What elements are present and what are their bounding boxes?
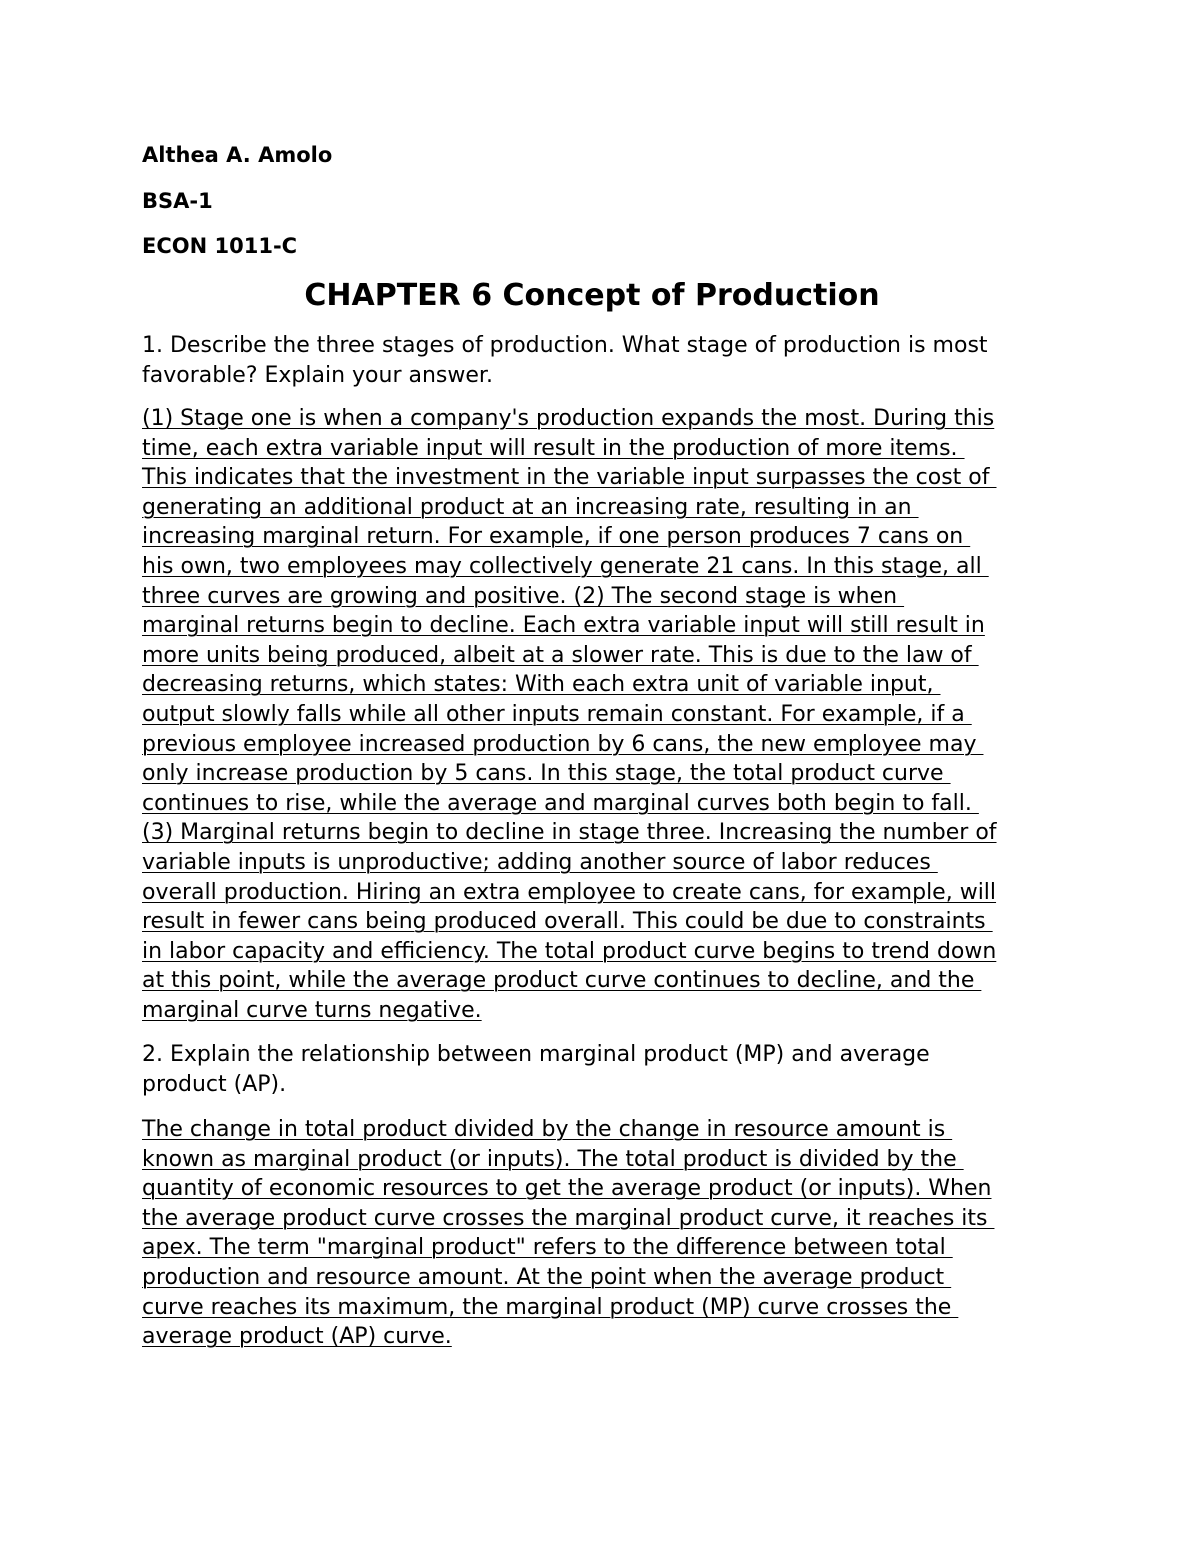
answer-1-line: overall production. Hiring an extra employee to create cans, for example, will — [142, 879, 997, 905]
question-1-line: favorable? Explain your answer. — [142, 362, 493, 388]
student-name: Althea A. Amolo — [142, 143, 333, 167]
question-2 — [142, 1040, 930, 1099]
answer-1-line: result in fewer cans being produced overall. This could be due to constraints — [142, 909, 993, 935]
answer-1-line: marginal returns begin to decline. Each extra variable input will still result in — [142, 613, 985, 639]
answer-1-line: at this point, while the average product curve continues to decline, and the — [142, 968, 982, 994]
answer-1-line: increasing marginal return. For example, if one person produces 7 cans on — [142, 524, 971, 550]
answer-1-line: This indicates that the investment in the variable input surpasses the cost of — [142, 465, 997, 491]
answer-2-line: quantity of economic resources to get the average product (or inputs). When — [142, 1176, 992, 1202]
answer-1-line: only increase production by 5 cans. In this stage, the total product curve — [142, 761, 951, 787]
question-2-line: 2. Explain the relationship between marginal product (MP) and average — [142, 1042, 930, 1067]
answer-1-line: (3) Marginal returns begin to decline in stage three. Increasing the number of — [142, 820, 997, 846]
answer-1-line: variable inputs is unproductive; adding another source of labor reduces — [142, 849, 938, 875]
question-1-line: 1. Describe the three stages of production. What stage of production is most — [142, 333, 988, 358]
answer-1-line: more units being produced, albeit at a slower rate. This is due to the law of — [142, 642, 979, 668]
answer-1 — [142, 404, 997, 1025]
answer-2-line: known as marginal product (or inputs). The total product is divided by the — [142, 1146, 964, 1172]
answer-2-line: average product (AP) curve. — [142, 1324, 452, 1350]
answer-2-line: production and resource amount. At the point when the average product — [142, 1264, 952, 1290]
answer-1-line: decreasing returns, which states: With each extra unit of variable input, — [142, 672, 941, 698]
answer-1-line: marginal curve turns negative. — [142, 997, 482, 1023]
answer-1-line: output slowly falls while all other inputs remain constant. For example, if a — [142, 701, 972, 727]
answer-2-line: apex. The term "marginal product" refers to the difference between total — [142, 1235, 953, 1261]
question-1 — [142, 331, 988, 390]
answer-1-line: time, each extra variable input will result in the production of more items. — [142, 435, 965, 461]
answer-1-line: in labor capacity and efficiency. The total product curve begins to trend down — [142, 938, 997, 964]
answer-1-line: (1) Stage one is when a company's production expands the most. During this — [142, 406, 995, 431]
answer-2-line: the average product curve crosses the marginal product curve, it reaches its — [142, 1205, 995, 1231]
document-title: CHAPTER 6 Concept of Production — [304, 278, 880, 313]
answer-1-line: his own, two employees may collectively generate 21 cans. In this stage, all — [142, 553, 989, 579]
answer-1-line: three curves are growing and positive. (2) The second stage is when — [142, 583, 905, 609]
answer-1-line: continues to rise, while the average and marginal curves both begin to fall. — [142, 790, 979, 816]
answer-2-line: curve reaches its maximum, the marginal product (MP) curve crosses the — [142, 1294, 959, 1320]
course-code: ECON 1011-C — [142, 234, 298, 258]
answer-2 — [142, 1115, 994, 1352]
question-2-line: product (AP). — [142, 1071, 287, 1097]
answer-1-line: generating an additional product at an increasing rate, resulting in an — [142, 494, 919, 520]
answer-1-line: previous employee increased production by 6 cans, the new employee may — [142, 731, 984, 757]
program-label: BSA-1 — [142, 189, 213, 213]
answer-2-line: The change in total product divided by the change in resource amount is — [142, 1117, 953, 1142]
